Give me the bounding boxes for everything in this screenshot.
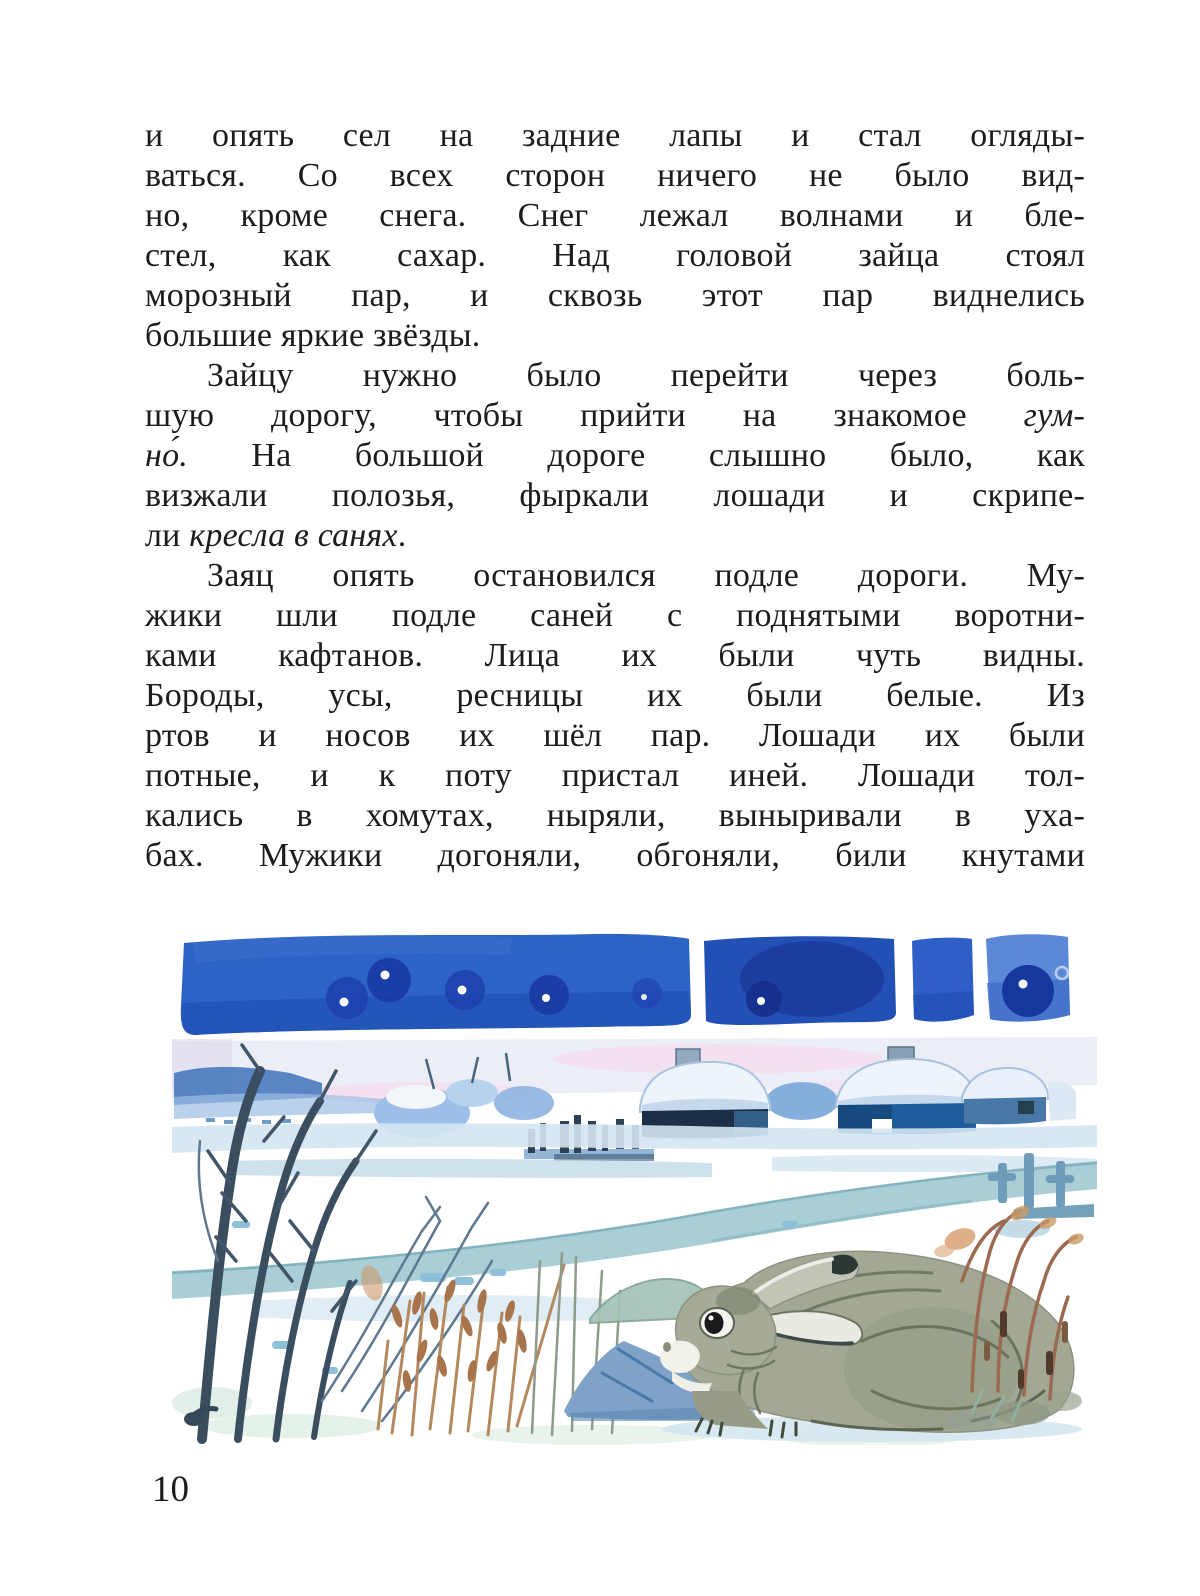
text-segment: ваться. Со всех сторон ничего не было вид- [145,157,1085,194]
text-segment: бах. Мужики догоняли, обгоняли, били кнутами [145,837,1085,874]
text-segment: Зайцу нужно было перейти через боль- [207,357,1085,394]
night-sky [181,934,1070,1035]
text-line [145,196,1085,236]
star [340,998,349,1007]
text-segment: ли [145,517,190,554]
window [1018,1101,1034,1114]
story-text [145,116,1085,876]
text-segment: жики шли подле саней с поднятыми воротни- [145,597,1085,634]
text-line [145,156,1085,196]
hare [660,1251,1082,1442]
text-segment: морозный пар, и сквозь этот пар виднелись [145,277,1085,314]
text-segment: но, кроме снега. Снег лежал волнами и бле- [145,197,1085,234]
text-line [145,796,1085,836]
text-line [145,356,1085,396]
text-segment: На большой дороге слышно было, как [187,437,1085,474]
text-segment: Заяц опять остановился подле дороги. Му- [207,557,1085,594]
text-segment: кались в хомутах, ныряли, выныривали в уха- [145,797,1085,834]
text-line [145,836,1085,876]
star [757,997,765,1005]
italic-text: гум- [1023,397,1085,434]
text-segment: потные, и к поту пристал иней. Лошади тол- [145,757,1085,794]
text-line [145,116,1085,156]
text-line [145,436,1085,476]
text-line [145,676,1085,716]
text-segment: визжали полозья, фыркали лошади и скрипе- [145,477,1085,514]
text-segment: шую дорогу, чтобы прийти на знакомое [145,397,1024,434]
italic-text: но́. [145,437,188,474]
text-line [145,636,1085,676]
star [381,971,390,980]
hare-eye [705,1312,724,1334]
text-line [145,516,1085,556]
text-line [145,476,1085,516]
story-illustration [172,921,1097,1445]
text-segment: стел, как сахар. Над головой зайца стоял [145,237,1085,274]
star [458,986,467,995]
text-line [145,316,1085,356]
watercolor-scene [172,921,1097,1445]
star [542,994,550,1002]
italic-text: кресла в санях [189,517,398,554]
text-segment: Бороды, усы, ресницы их были белые. Из [145,677,1085,714]
text-line [145,556,1085,596]
text-segment: большие яркие звёзды. [145,317,481,354]
text-line [145,756,1085,796]
star [1019,980,1028,989]
text-segment: . [397,517,407,554]
star [641,994,647,1000]
hare-nose [663,1342,671,1352]
text-line [145,396,1085,436]
text-segment: ками кафтанов. Лица их были чуть видны. [145,637,1085,674]
text-line [145,596,1085,636]
text-line [145,236,1085,276]
text-line [145,716,1085,756]
page-number: 10 [152,1469,189,1510]
text-line [145,276,1085,316]
text-segment: и опять сел на задние лапы и стал огляды- [145,117,1085,154]
text-segment: ртов и носов их шёл пар. Лошади их были [145,717,1085,754]
